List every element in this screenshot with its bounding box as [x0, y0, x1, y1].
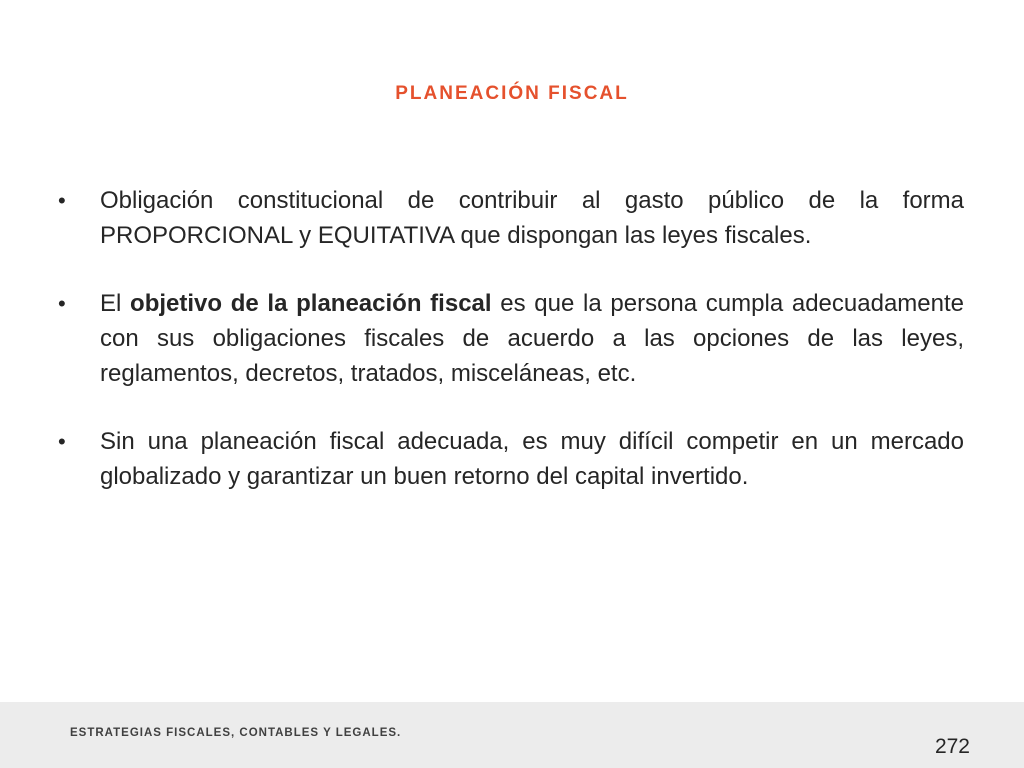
bullet-icon: •: [58, 429, 66, 454]
bullet-list: [56, 183, 964, 494]
bullet-text: Obligación constitucional de contribuir al gasto público de la forma PROPORCIONAL y EQUITATIVA que dispongan las leyes fiscales.: [100, 187, 964, 249]
bullet-icon: •: [58, 188, 66, 213]
bullet-item-3: [56, 424, 964, 494]
bullet-text: Sin una planeación fiscal adecuada, es muy difícil competir en un mercado globalizado y garantizar un buen retorno del capital invertido.: [100, 428, 964, 490]
bullet-text-bold: objetivo de la planeación fiscal: [130, 290, 492, 317]
footer-label: ESTRATEGIAS FISCALES, CONTABLES Y LEGALES.: [70, 727, 402, 739]
bullet-item-2: [56, 286, 964, 391]
bullet-text-suffix: es que la persona cumpla adecuadamente con sus obligaciones fiscales de acuerdo a las opciones de las leyes, reglamentos, decretos, tratados, misceláneas, etc.: [100, 290, 965, 387]
bullet-item-1: [56, 183, 964, 253]
bullet-text-prefix: El: [100, 290, 131, 317]
page-number: 272: [934, 735, 970, 758]
slide-title: PLANEACIÓN FISCAL: [395, 83, 629, 104]
footer-bar: [0, 702, 1024, 768]
bullet-icon: •: [58, 291, 66, 316]
